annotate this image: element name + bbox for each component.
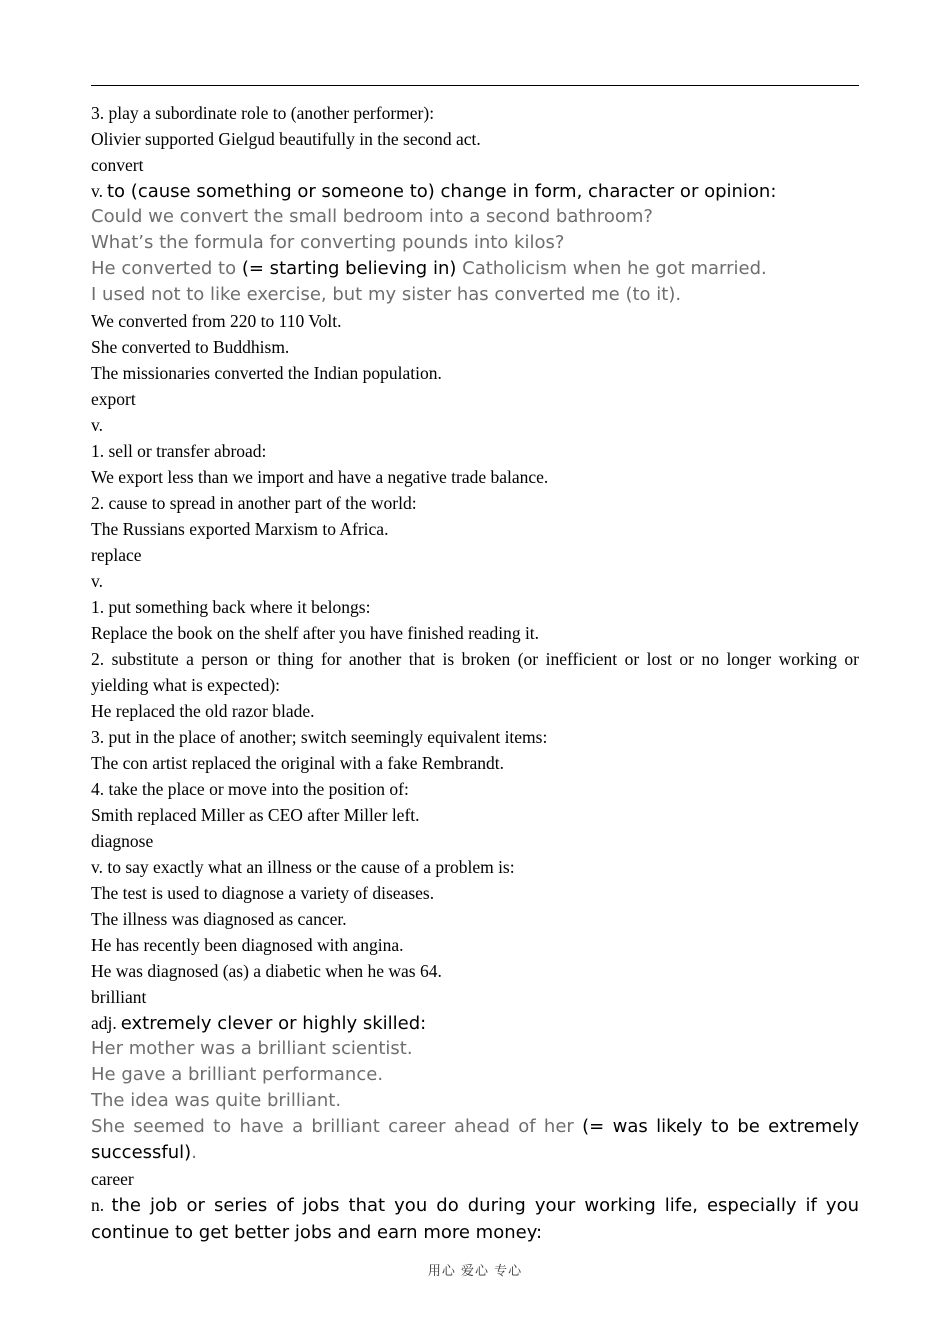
- definition-line: 4. take the place or move into the position of:: [91, 779, 409, 799]
- example-line: The test is used to diagnose a variety of diseases.: [91, 883, 435, 903]
- example-line: We export less than we import and have a negative trade balance.: [91, 467, 549, 487]
- example-text: Catholicism when he got married.: [462, 258, 767, 279]
- example-line: The con artist replaced the original with a fake Rembrandt.: [91, 753, 505, 773]
- example-line: [91, 256, 859, 282]
- example-line: He replaced the old razor blade.: [91, 701, 315, 721]
- example-line: The Russians exported Marxism to Africa.: [91, 519, 389, 539]
- example-line: The illness was diagnosed as cancer.: [91, 909, 347, 929]
- example-text: She seemed to have a brilliant career ahead of her: [91, 1116, 574, 1137]
- definition-line: 1. sell or transfer abroad:: [91, 441, 267, 461]
- definition-line: v. to say exactly what an illness or the cause of a problem is:: [91, 857, 515, 877]
- example-line: He has recently been diagnosed with angina.: [91, 935, 404, 955]
- part-of-speech: adj.: [91, 1013, 117, 1033]
- example-line: The missionaries converted the Indian population.: [91, 363, 442, 383]
- example-line: We converted from 220 to 110 Volt.: [91, 311, 342, 331]
- headword: career: [91, 1169, 134, 1189]
- definition-line: 2. substitute a person or thing for another that is broken (or inefficient or lost or no longer working or yielding what is expected):: [91, 649, 859, 695]
- part-of-speech: n.: [91, 1195, 105, 1215]
- definition-line: [91, 178, 859, 204]
- definition-text: extremely clever or highly skilled:: [120, 1013, 427, 1034]
- header-rule: [91, 85, 859, 86]
- example-line: He was diagnosed (as) a diabetic when he was 64.: [91, 961, 442, 981]
- example-line: Her mother was a brilliant scientist.: [91, 1038, 413, 1059]
- example-line: Could we convert the small bedroom into a second bathroom?: [91, 206, 653, 227]
- definition-line: 1. put something back where it belongs:: [91, 597, 371, 617]
- gloss-note: (= starting believing in): [241, 258, 457, 279]
- example-line: He gave a brilliant performance.: [91, 1064, 384, 1085]
- page-footer: 用心 爱心 专心: [427, 1264, 523, 1279]
- headword: replace: [91, 545, 142, 565]
- gloss-note: (= was likely to be extremely successful): [91, 1116, 859, 1163]
- definition-line: 2. cause to spread in another part of the world:: [91, 493, 417, 513]
- definition-line: [91, 1192, 859, 1244]
- definition-text: the job or series of jobs that you do during your working life, especially if you continue to get better jobs and earn more money:: [91, 1195, 860, 1243]
- example-line: What’s the formula for converting pounds into kilos?: [91, 232, 565, 253]
- example-line: [91, 1114, 859, 1166]
- headword: brilliant: [91, 987, 147, 1007]
- definition-line: 3. play a subordinate role to (another performer):: [91, 103, 435, 123]
- definition-text: to (cause something or someone to) change in form, character or opinion:: [107, 181, 777, 202]
- example-line: I used not to like exercise, but my sister has converted me (to it).: [91, 284, 682, 305]
- document-body: [91, 100, 859, 1244]
- example-line: Olivier supported Gielgud beautifully in the second act.: [91, 129, 481, 149]
- example-line: Replace the book on the shelf after you have finished reading it.: [91, 623, 540, 643]
- headword: convert: [91, 155, 144, 175]
- part-of-speech: v.: [91, 415, 103, 435]
- definition-line: 3. put in the place of another; switch seemingly equivalent items:: [91, 727, 548, 747]
- part-of-speech: v.: [91, 571, 103, 591]
- example-line: She converted to Buddhism.: [91, 337, 290, 357]
- definition-line: [91, 1010, 859, 1036]
- example-line: The idea was quite brilliant.: [91, 1090, 342, 1111]
- part-of-speech: v.: [91, 181, 103, 201]
- example-text: .: [191, 1142, 197, 1163]
- headword: export: [91, 389, 136, 409]
- headword: diagnose: [91, 831, 154, 851]
- example-text: He converted to: [91, 258, 237, 279]
- example-line: Smith replaced Miller as CEO after Miller left.: [91, 805, 420, 825]
